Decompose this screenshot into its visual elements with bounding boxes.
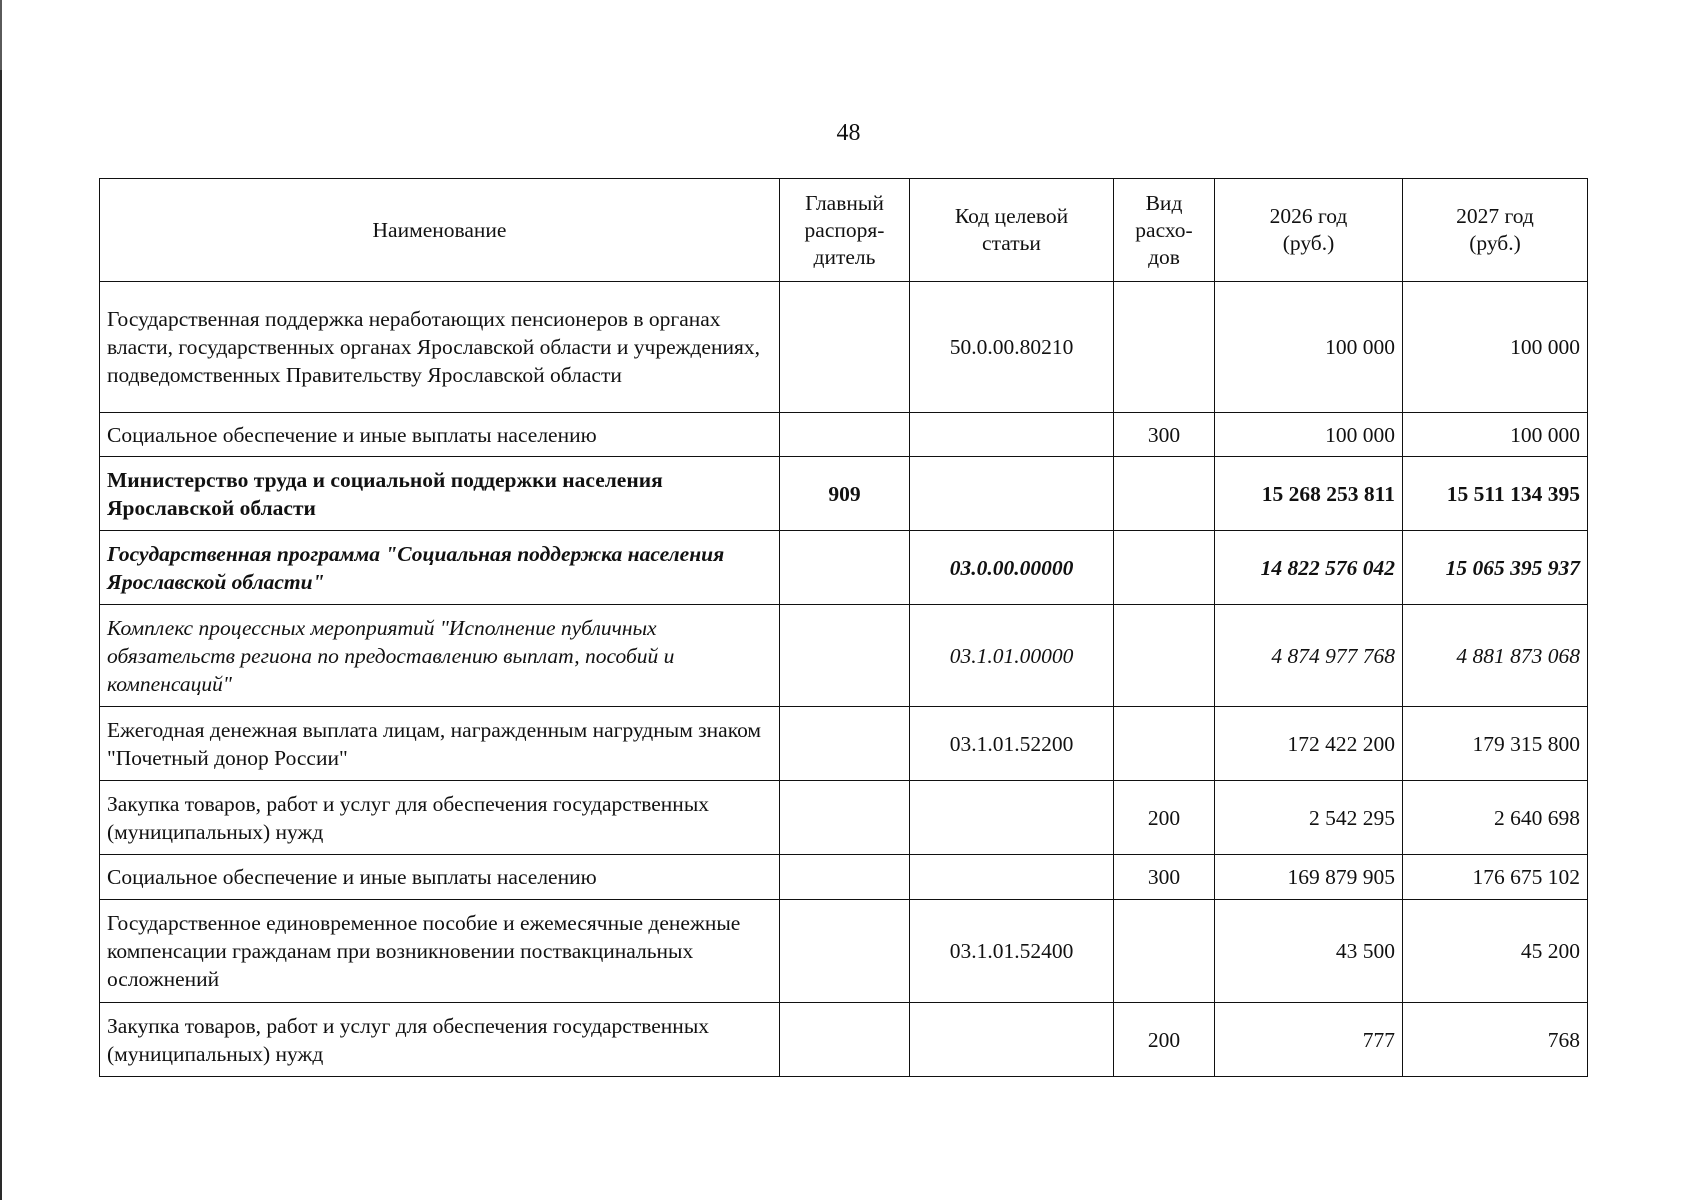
row-amount-2027: 4 881 873 068 [1403, 605, 1588, 707]
row-manager [780, 781, 910, 855]
row-name: Закупка товаров, работ и услуг для обеспечения государственных (муниципальных) нужд [100, 1003, 780, 1077]
table-row [100, 282, 1588, 413]
row-amount-2027: 768 [1403, 1003, 1588, 1077]
row-amount-2026: 777 [1215, 1003, 1403, 1077]
table-row [100, 781, 1588, 855]
row-amount-2027: 15 511 134 395 [1403, 457, 1588, 531]
table-header [100, 179, 1588, 282]
header-code: Код целевой статьи [910, 179, 1114, 282]
table-row [100, 605, 1588, 707]
row-amount-2026: 4 874 977 768 [1215, 605, 1403, 707]
row-amount-2026: 2 542 295 [1215, 781, 1403, 855]
row-amount-2026: 100 000 [1215, 413, 1403, 457]
row-amount-2027: 179 315 800 [1403, 707, 1588, 781]
row-name: Министерство труда и социальной поддержки населения Ярославской области [100, 457, 780, 531]
row-kind [1114, 707, 1215, 781]
scan-edge-shadow [0, 0, 2, 70]
row-kind: 200 [1114, 1003, 1215, 1077]
table-row [100, 531, 1588, 605]
row-kind: 300 [1114, 855, 1215, 900]
row-code: 03.0.00.00000 [910, 531, 1114, 605]
row-manager [780, 605, 910, 707]
header-2027: 2027 год (руб.) [1403, 179, 1588, 282]
row-amount-2027: 176 675 102 [1403, 855, 1588, 900]
row-manager [780, 1003, 910, 1077]
row-amount-2026: 100 000 [1215, 282, 1403, 413]
row-amount-2026: 15 268 253 811 [1215, 457, 1403, 531]
row-amount-2026: 172 422 200 [1215, 707, 1403, 781]
table-row [100, 855, 1588, 900]
table-row [100, 413, 1588, 457]
row-code: 03.1.01.52200 [910, 707, 1114, 781]
row-manager [780, 282, 910, 413]
row-name: Комплекс процессных мероприятий "Исполнение публичных обязательств региона по предоставлению выплат, пособий и компенсаций" [100, 605, 780, 707]
row-name: Социальное обеспечение и иные выплаты населению [100, 413, 780, 457]
row-amount-2027: 45 200 [1403, 900, 1588, 1003]
row-manager [780, 531, 910, 605]
row-code [910, 855, 1114, 900]
row-code: 03.1.01.52400 [910, 900, 1114, 1003]
table-row [100, 457, 1588, 531]
header-name: Наименование [100, 179, 780, 282]
table-row [100, 1003, 1588, 1077]
row-manager [780, 707, 910, 781]
row-manager: 909 [780, 457, 910, 531]
row-manager [780, 855, 910, 900]
page-number: 48 [836, 120, 861, 146]
table-row [100, 707, 1588, 781]
row-kind [1114, 900, 1215, 1003]
row-code: 03.1.01.00000 [910, 605, 1114, 707]
row-kind: 200 [1114, 781, 1215, 855]
header-2026: 2026 год (руб.) [1215, 179, 1403, 282]
row-kind [1114, 605, 1215, 707]
row-amount-2027: 2 640 698 [1403, 781, 1588, 855]
row-name: Закупка товаров, работ и услуг для обеспечения государственных (муниципальных) нужд [100, 781, 780, 855]
table-body [100, 282, 1588, 1077]
row-amount-2027: 100 000 [1403, 413, 1588, 457]
row-code [910, 1003, 1114, 1077]
row-name: Государственная программа "Социальная поддержка населения Ярославской области" [100, 531, 780, 605]
header-kind: Вид расхо-дов [1114, 179, 1215, 282]
row-name: Государственная поддержка неработающих пенсионеров в органах власти, государственных органах Ярославской области и учреждениях, подведомственных Правительству Ярославской области [100, 282, 780, 413]
table-row [100, 900, 1588, 1003]
row-code [910, 457, 1114, 531]
scan-edge-line [0, 0, 2, 1200]
row-kind: 300 [1114, 413, 1215, 457]
row-amount-2027: 100 000 [1403, 282, 1588, 413]
row-kind [1114, 531, 1215, 605]
row-manager [780, 900, 910, 1003]
row-amount-2026: 169 879 905 [1215, 855, 1403, 900]
row-name: Ежегодная денежная выплата лицам, награжденным нагрудным знаком "Почетный донор России" [100, 707, 780, 781]
row-code: 50.0.00.80210 [910, 282, 1114, 413]
header-row [100, 179, 1588, 282]
row-code [910, 781, 1114, 855]
row-kind [1114, 457, 1215, 531]
row-kind [1114, 282, 1215, 413]
row-amount-2027: 15 065 395 937 [1403, 531, 1588, 605]
row-manager [780, 413, 910, 457]
row-name: Социальное обеспечение и иные выплаты населению [100, 855, 780, 900]
row-name: Государственное единовременное пособие и ежемесячные денежные компенсации гражданам при возникновении поствакцинальных осложнений [100, 900, 780, 1003]
header-manager: Главный распоря-дитель [780, 179, 910, 282]
budget-table [99, 178, 1588, 1077]
row-amount-2026: 43 500 [1215, 900, 1403, 1003]
row-code [910, 413, 1114, 457]
row-amount-2026: 14 822 576 042 [1215, 531, 1403, 605]
